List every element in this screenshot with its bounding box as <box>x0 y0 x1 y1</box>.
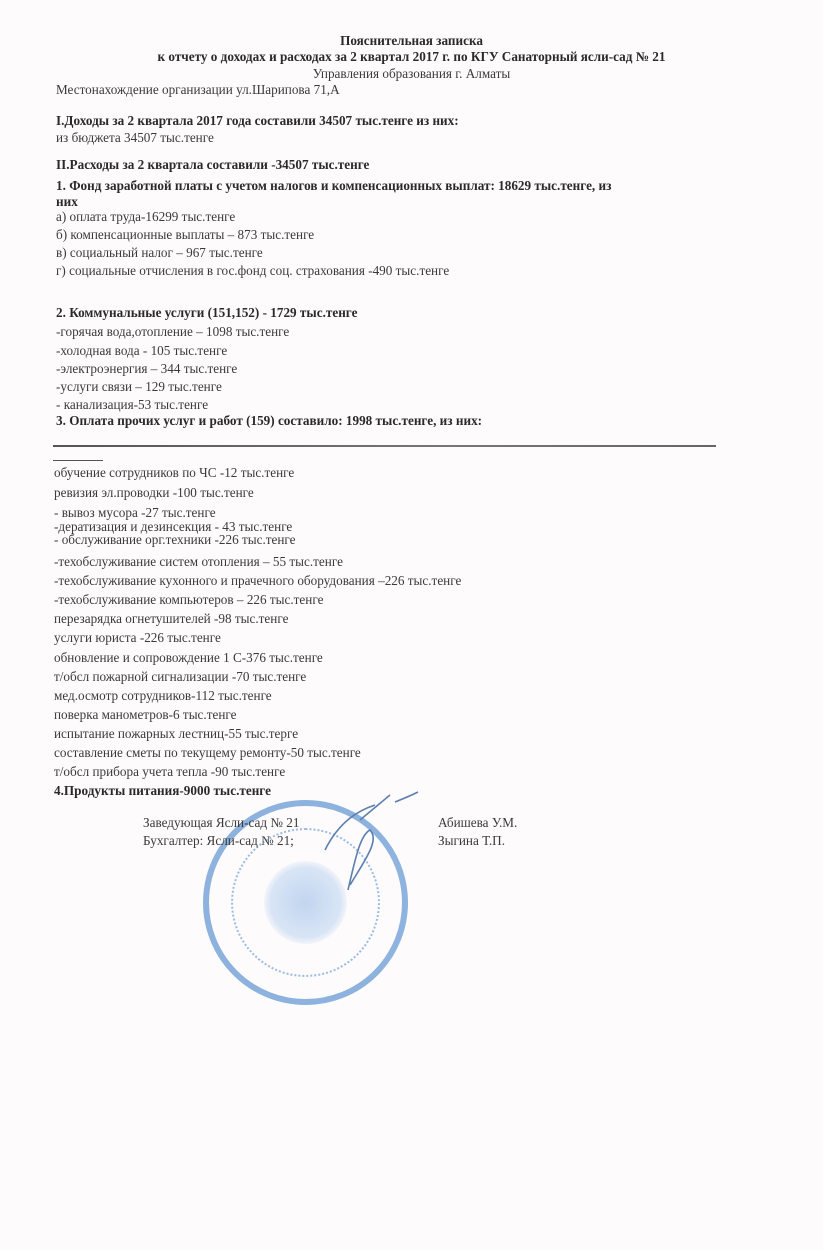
horizontal-rule <box>53 445 716 447</box>
signature-icon <box>320 790 420 900</box>
utilities-item: -горячая вода,отопление – 1098 тыс.тенге <box>56 324 290 339</box>
other-service-item: обновление и сопровождение 1 С-376 тыс.тенге <box>54 650 323 665</box>
utilities-item: -холодная вода - 105 тыс.тенге <box>56 343 228 358</box>
other-services-heading: 3. Оплата прочих услуг и работ (159) составило: 1998 тыс.тенге, из них: <box>56 413 483 428</box>
income-budget: из бюджета 34507 тыс.тенге <box>56 130 214 145</box>
other-service-item: -техобслуживание компьютеров – 226 тыс.тенге <box>54 592 324 607</box>
department: Управления образования г. Алматы <box>312 66 511 81</box>
income-heading: I.Доходы за 2 квартала 2017 года составили 34507 тыс.тенге из них: <box>56 113 459 128</box>
payroll-item: а) оплата труда-16299 тыс.тенге <box>56 209 236 224</box>
other-service-item: обучение сотрудников по ЧС -12 тыс.тенге <box>54 465 295 480</box>
other-service-item: составление сметы по текущему ремонту-50 тыс.тенге <box>54 745 361 760</box>
other-service-item: испытание пожарных лестниц-55 тыс.терге <box>54 726 299 741</box>
other-service-item: услуги юриста -226 тыс.тенге <box>54 630 221 645</box>
document-title: Пояснительная записка <box>340 33 483 48</box>
location: Местонахождение организации ул.Шарипова 71,А <box>56 82 340 97</box>
director-role: Заведующая Ясли-сад № 21 <box>143 815 300 830</box>
other-service-item: мед.осмотр сотрудников-112 тыс.тенге <box>54 688 272 703</box>
other-service-item: т/обсл прибора учета тепла -90 тыс.тенге <box>54 764 286 779</box>
other-service-item: -техобслуживание кухонного и прачечного оборудования –226 тыс.тенге <box>54 573 462 588</box>
utilities-item: -услуги связи – 129 тыс.тенге <box>56 379 222 394</box>
accountant-role: Бухгалтер: Ясли-сад № 21; <box>143 833 294 848</box>
payroll-item: г) социальные отчисления в гос.фонд соц. страхования -490 тыс.тенге <box>56 263 450 278</box>
footnote-rule <box>53 460 103 461</box>
other-service-item: перезарядка огнетушителей -98 тыс.тенге <box>54 611 289 626</box>
payroll-heading-cont: них <box>56 194 78 209</box>
expenses-heading: II.Расходы за 2 квартала составили -34507 тыс.тенге <box>56 157 370 172</box>
other-service-item: поверка манометров-6 тыс.тенге <box>54 707 237 722</box>
other-service-item: - вывоз мусора -27 тыс.тенге <box>54 505 216 520</box>
director-name: Абишева У.М. <box>438 815 518 830</box>
utilities-heading: 2. Коммунальные услуги (151,152) - 1729 тыс.тенге <box>56 305 358 320</box>
payroll-heading: 1. Фонд заработной платы с учетом налогов и компенсационных выплат: 18629 тыс.тенге, из <box>56 178 612 193</box>
payroll-item: в) социальный налог – 967 тыс.тенге <box>56 245 263 260</box>
other-service-item: ревизия эл.проводки -100 тыс.тенге <box>54 485 254 500</box>
utilities-item: -электроэнергия – 344 тыс.тенге <box>56 361 238 376</box>
other-service-item: -техобслуживание систем отопления – 55 тыс.тенге <box>54 554 343 569</box>
payroll-item: б) компенсационные выплаты – 873 тыс.тенге <box>56 227 315 242</box>
food-heading: 4.Продукты питания-9000 тыс.тенге <box>54 783 271 798</box>
document-subtitle: к отчету о доходах и расходах за 2 квартал 2017 г. по КГУ Санаторный ясли-сад № 21 <box>157 49 666 64</box>
accountant-name: Зыгина Т.П. <box>438 833 505 848</box>
utilities-item: - канализация-53 тыс.тенге <box>56 397 209 412</box>
other-service-item: -дератизация и дезинсекция - 43 тыс.тенге <box>54 519 293 534</box>
other-service-item: - обслуживание орг.техники -226 тыс.тенге <box>54 532 296 547</box>
other-service-item: т/обсл пожарной сигнализации -70 тыс.тенге <box>54 669 307 684</box>
